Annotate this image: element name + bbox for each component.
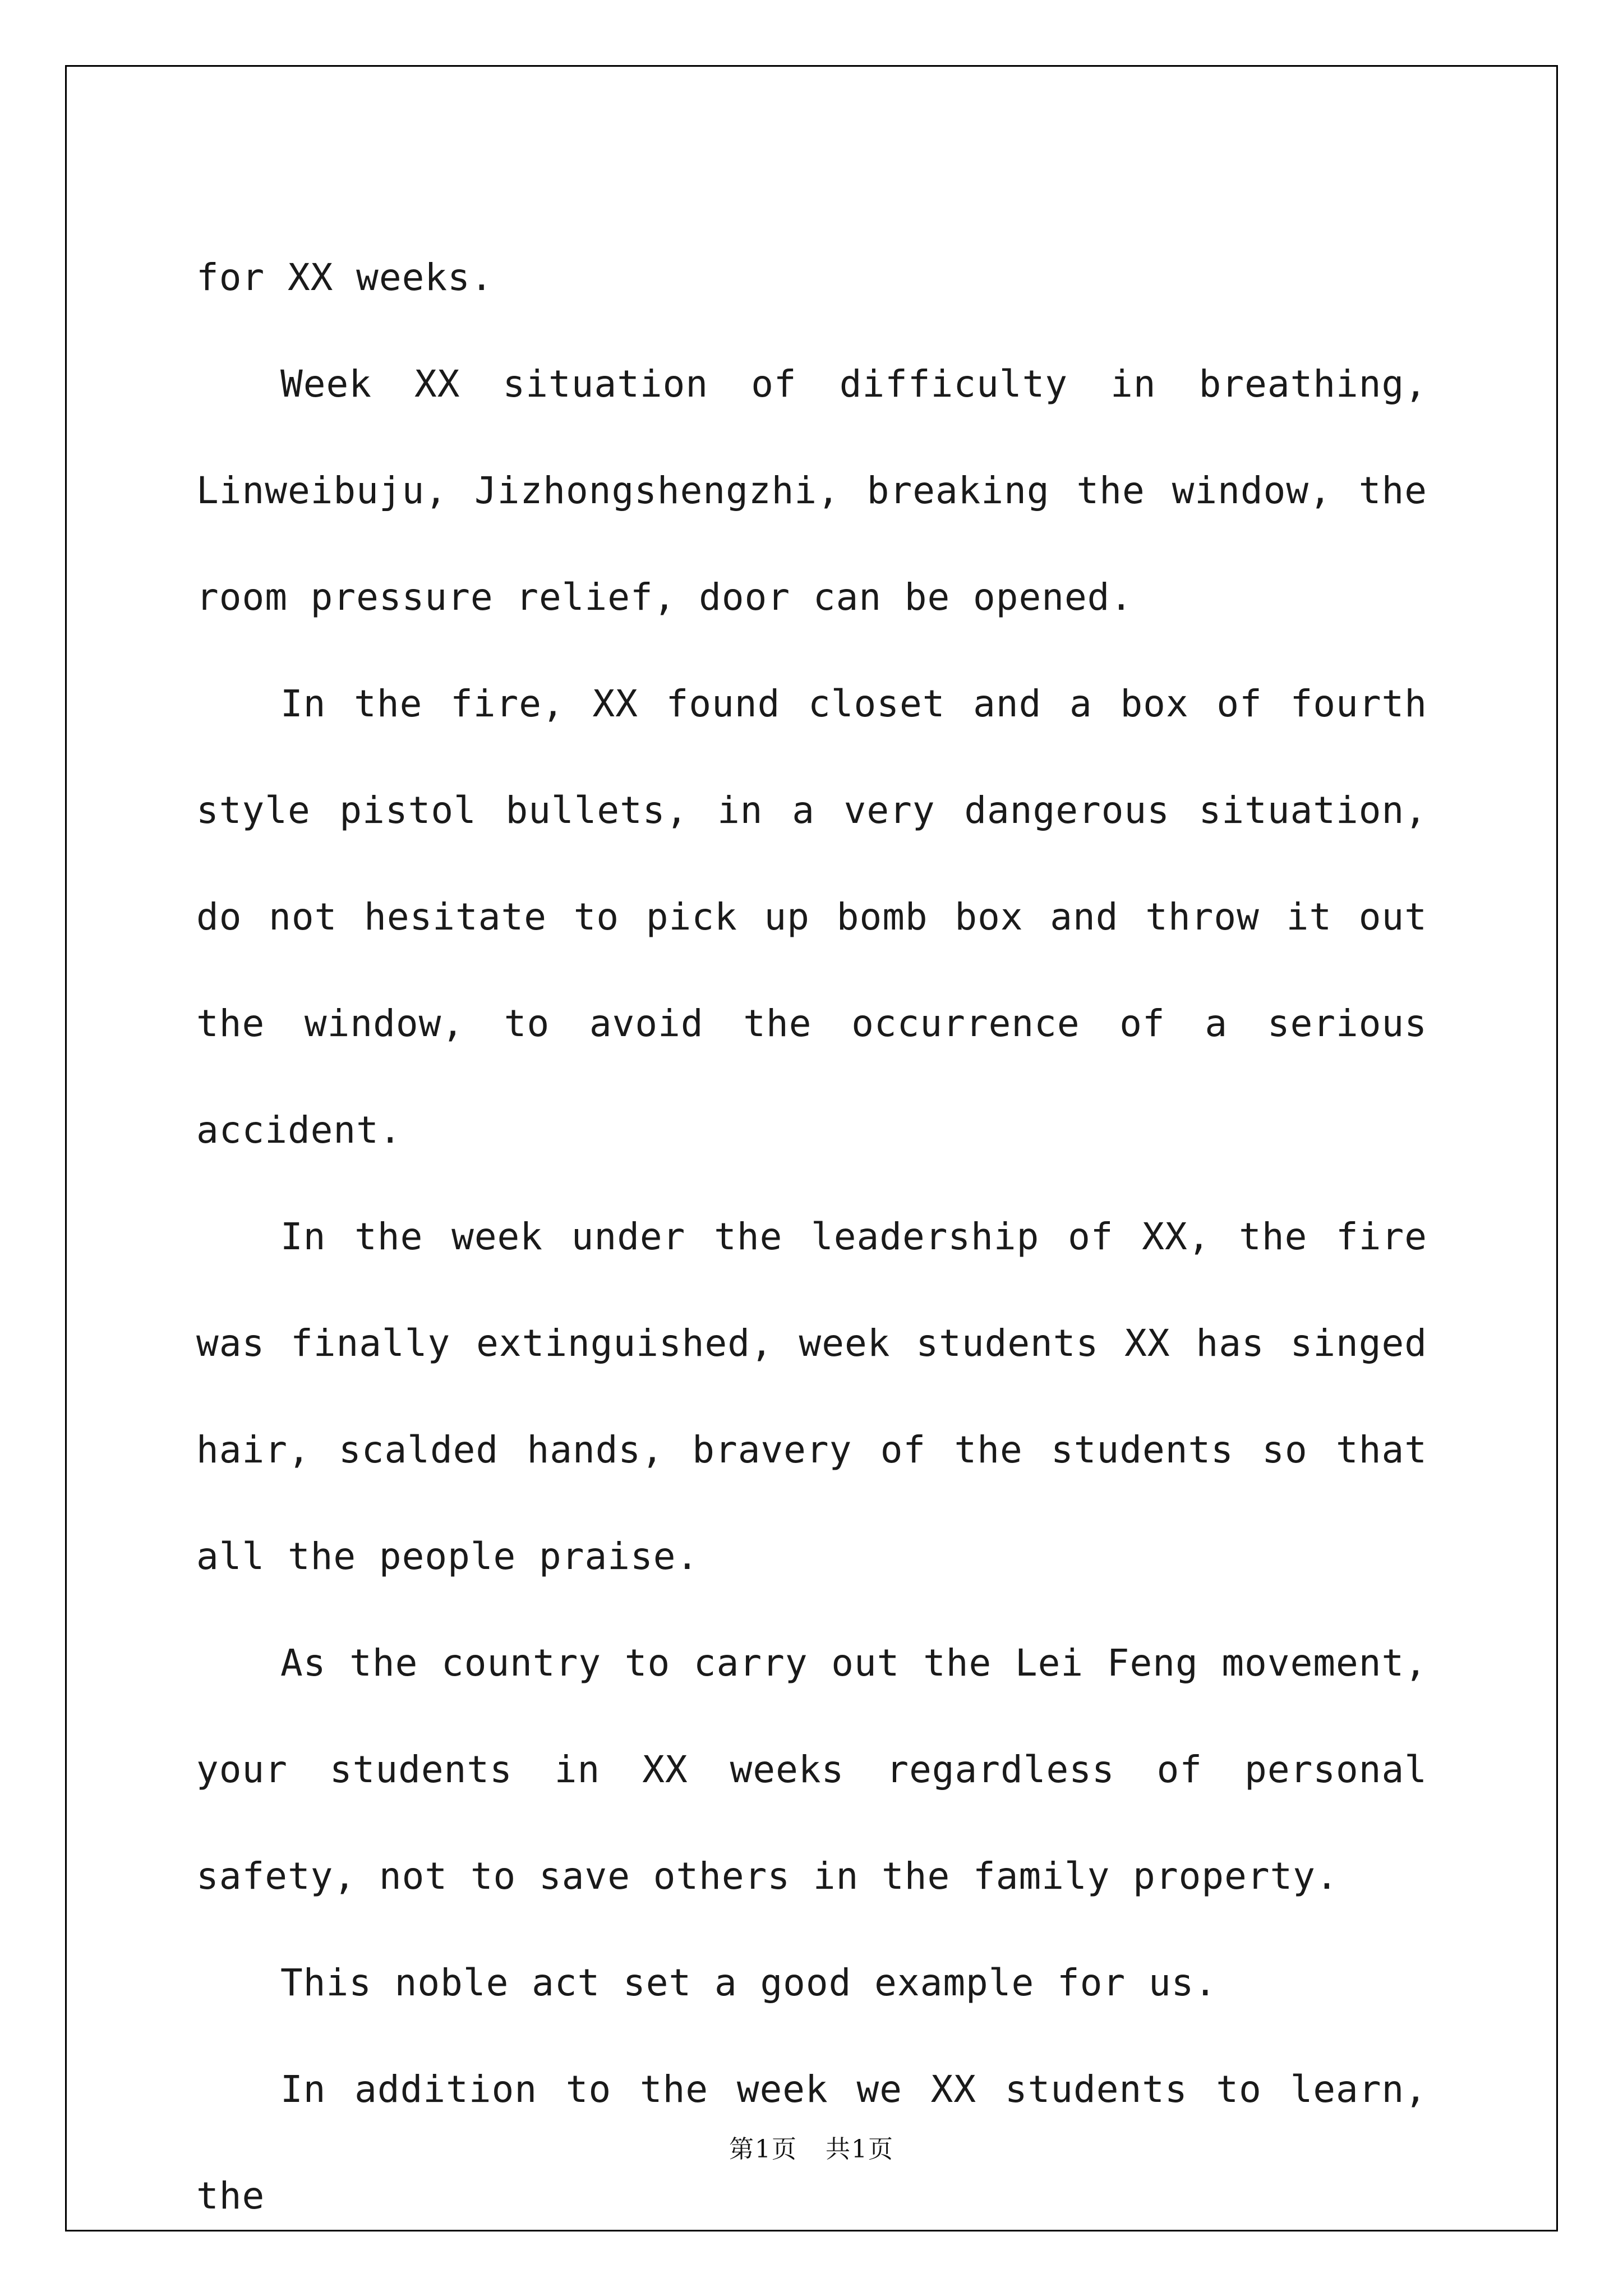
document-body bbox=[196, 224, 1427, 2249]
paragraph-5: As the country to carry out the Lei Feng movement, your students in XX weeks regardless of personal safety, not to save others in the family property. bbox=[196, 1641, 1427, 1898]
page-number: 第1页 bbox=[729, 2135, 797, 2164]
paragraph-3: In the fire, XX found closet and a box of fourth style pistol bullets, in a very dangerous situation, do not hesitate to pick up bomb box and throw it out the window, to avoid the occurrence of a serious accident. bbox=[196, 682, 1427, 1152]
page-footer bbox=[0, 2129, 1623, 2165]
page-total: 共1页 bbox=[826, 2135, 894, 2164]
paragraph-4: In the week under the leadership of XX, the fire was finally extinguished, week students XX has singed hair, scalded hands, bravery of the students so that all the people praise. bbox=[196, 1215, 1427, 1578]
paragraph-6: This noble act set a good example for us. bbox=[280, 1961, 1218, 2004]
paragraph-2: Week XX situation of difficulty in breathing, Linweibuju, Jizhongshengzhi, breaking the window, the room pressure relief, door can be opened. bbox=[196, 362, 1427, 619]
paragraph-1: for XX weeks. bbox=[196, 256, 494, 299]
paragraph-7: In addition to the week we XX students to learn, the bbox=[196, 2068, 1427, 2217]
